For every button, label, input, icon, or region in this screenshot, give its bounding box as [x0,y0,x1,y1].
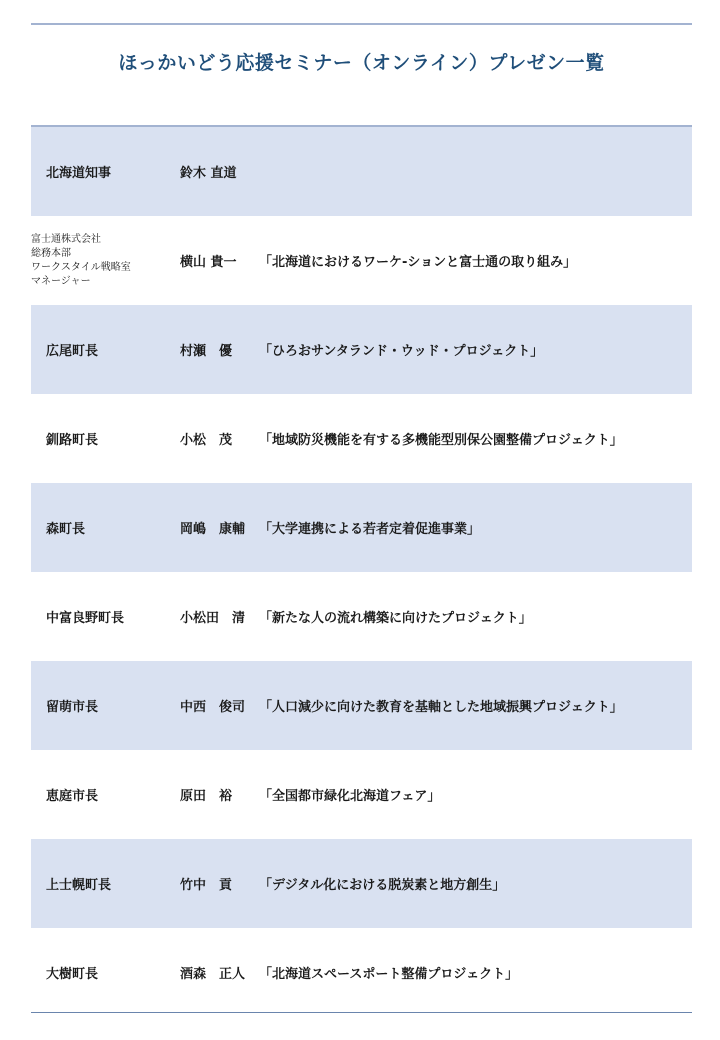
table-row [31,839,692,928]
table-row [31,305,692,394]
presenter-name: 小松 茂 [180,433,233,448]
presenter-name: 竹中 貢 [180,878,233,893]
presenter-name: 鈴木 直道 [180,166,237,181]
presentation-theme: 「デジタル化における脱炭素と地方創生」 [259,878,506,893]
presentation-table [31,125,692,1017]
table-row [31,928,692,1017]
table-row [31,750,692,839]
presentation-theme: 「ひろおサンタランド・ウッド・プロジェクト」 [259,344,544,359]
presenter-title: 森町長 [46,522,86,537]
table-row [31,483,692,572]
presenter-name: 原田 裕 [180,789,233,804]
presenter-name: 村瀬 優 [180,344,233,359]
presenter-title: 大樹町長 [46,967,99,982]
page-title: ほっかいどう応援セミナー（オンライン）プレゼン一覧 [118,52,605,74]
presentation-theme: 「新たな人の流れ構築に向けたプロジェクト」 [259,611,532,626]
presentation-theme: 「大学連携による若者定着促進事業」 [259,522,481,537]
presenter-name: 中西 俊司 [180,700,246,715]
presenter-title: 釧路町長 [46,433,99,448]
presenter-name: 横山 貴一 [180,255,237,270]
table-row [31,394,692,483]
presenter-title: 北海道知事 [46,166,112,181]
table-row [31,572,692,661]
presentation-theme: 「北海道におけるワーケ-ションと富士通の取り組み」 [259,255,577,270]
presenter-name: 小松田 清 [180,611,246,626]
presenter-title: 上士幌町長 [46,878,112,893]
table-row [31,661,692,750]
presentation-theme: 「全国都市緑化北海道フェア」 [259,789,441,804]
presenter-title: 富士通株式会社 総務本部 ワークスタイル戦略室 マネージャー [31,233,131,287]
table-row [31,216,692,305]
presentation-theme: 「人口減少に向けた教育を基軸とした地域振興プロジェクト」 [259,700,623,715]
bottom-divider [31,1012,692,1013]
presentation-theme: 「地域防災機能を有する多機能型別保公園整備プロジェクト」 [259,433,623,448]
presenter-title: 留萌市長 [46,700,99,715]
presenter-name: 岡嶋 康輔 [180,522,246,537]
presenter-title: 恵庭市長 [46,789,99,804]
presenter-title: 広尾町長 [46,344,99,359]
top-divider [31,23,692,25]
presentation-theme: 「北海道スペースポート整備プロジェクト」 [259,967,519,982]
presenter-name: 酒森 正人 [180,967,246,982]
table-row [31,127,692,216]
presenter-title: 中富良野町長 [46,611,125,626]
